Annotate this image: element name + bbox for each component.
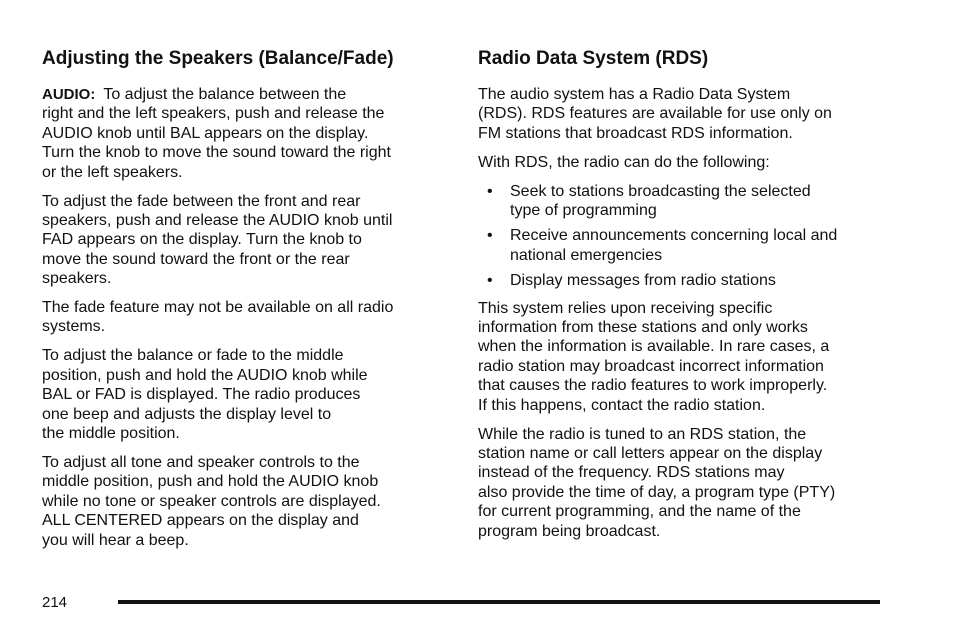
- list-item: [478, 226, 888, 265]
- fade-paragraph: To adjust the fade between the front and rear speakers, push and release the AUDIO knob until FAD appears on the display. Turn the knob to move the sound toward the front or the rear speakers.: [42, 192, 393, 288]
- rds-reliance-paragraph: This system relies upon receiving specific information from these stations and only works when the information is available. In rare cases, a radio station may broadcast incorrect information that causes the radio features to work improperly. If this happens, contact the radio station.: [478, 299, 830, 414]
- rds-display-paragraph: While the radio is tuned to an RDS station, the station name or call letters appear on the display instead of the frequency. RDS stations may also provide the time of day, a program type (PTY) for current programming, and the name of the program being broadcast.: [478, 425, 836, 540]
- bullet-icon: •: [487, 227, 493, 245]
- rds-intro-paragraph: The audio system has a Radio Data System (RDS). RDS features are available for use only on FM stations that broadcast RDS information.: [478, 86, 832, 142]
- left-column: [42, 47, 442, 559]
- footer-rule: [118, 600, 880, 604]
- audio-label: AUDIO:: [42, 86, 96, 103]
- right-column: [478, 47, 888, 551]
- audio-paragraph-text: To adjust the balance between the right and the left speakers, push and release the AUDIO knob until BAL appears on the display. Turn the knob to move the sound toward the right or the left speakers.: [42, 86, 391, 181]
- rds-heading: Radio Data System (RDS): [478, 48, 709, 69]
- audio-paragraph: [42, 85, 442, 182]
- all-centered-paragraph: To adjust all tone and speaker controls to the middle position, push and hold the AUDIO knob while no tone or speaker controls are displayed. ALL CENTERED appears on the display and you will hear a beep.: [42, 453, 381, 549]
- balance-fade-heading: Adjusting the Speakers (Balance/Fade): [42, 48, 394, 69]
- page-number: 214: [42, 594, 68, 611]
- center-balance-paragraph: To adjust the balance or fade to the middle position, push and hold the AUDIO knob while BAL or FAD is displayed. The radio produces one beep and adjusts the display level to the middle position.: [42, 347, 368, 442]
- bullet-icon: •: [487, 272, 493, 290]
- list-item-text: Display messages from radio stations: [510, 272, 776, 290]
- bullet-icon: •: [487, 182, 493, 200]
- rds-capabilities-paragraph: With RDS, the radio can do the following:: [478, 153, 770, 171]
- list-item-text: Receive announcements concerning local and national emergencies: [510, 227, 838, 264]
- list-item: [478, 271, 888, 290]
- rds-feature-list: [478, 182, 888, 291]
- fade-availability-paragraph: The fade feature may not be available on all radio systems.: [42, 299, 394, 336]
- list-item-text: Seek to stations broadcasting the selected type of programming: [510, 182, 811, 220]
- list-item: [478, 182, 888, 221]
